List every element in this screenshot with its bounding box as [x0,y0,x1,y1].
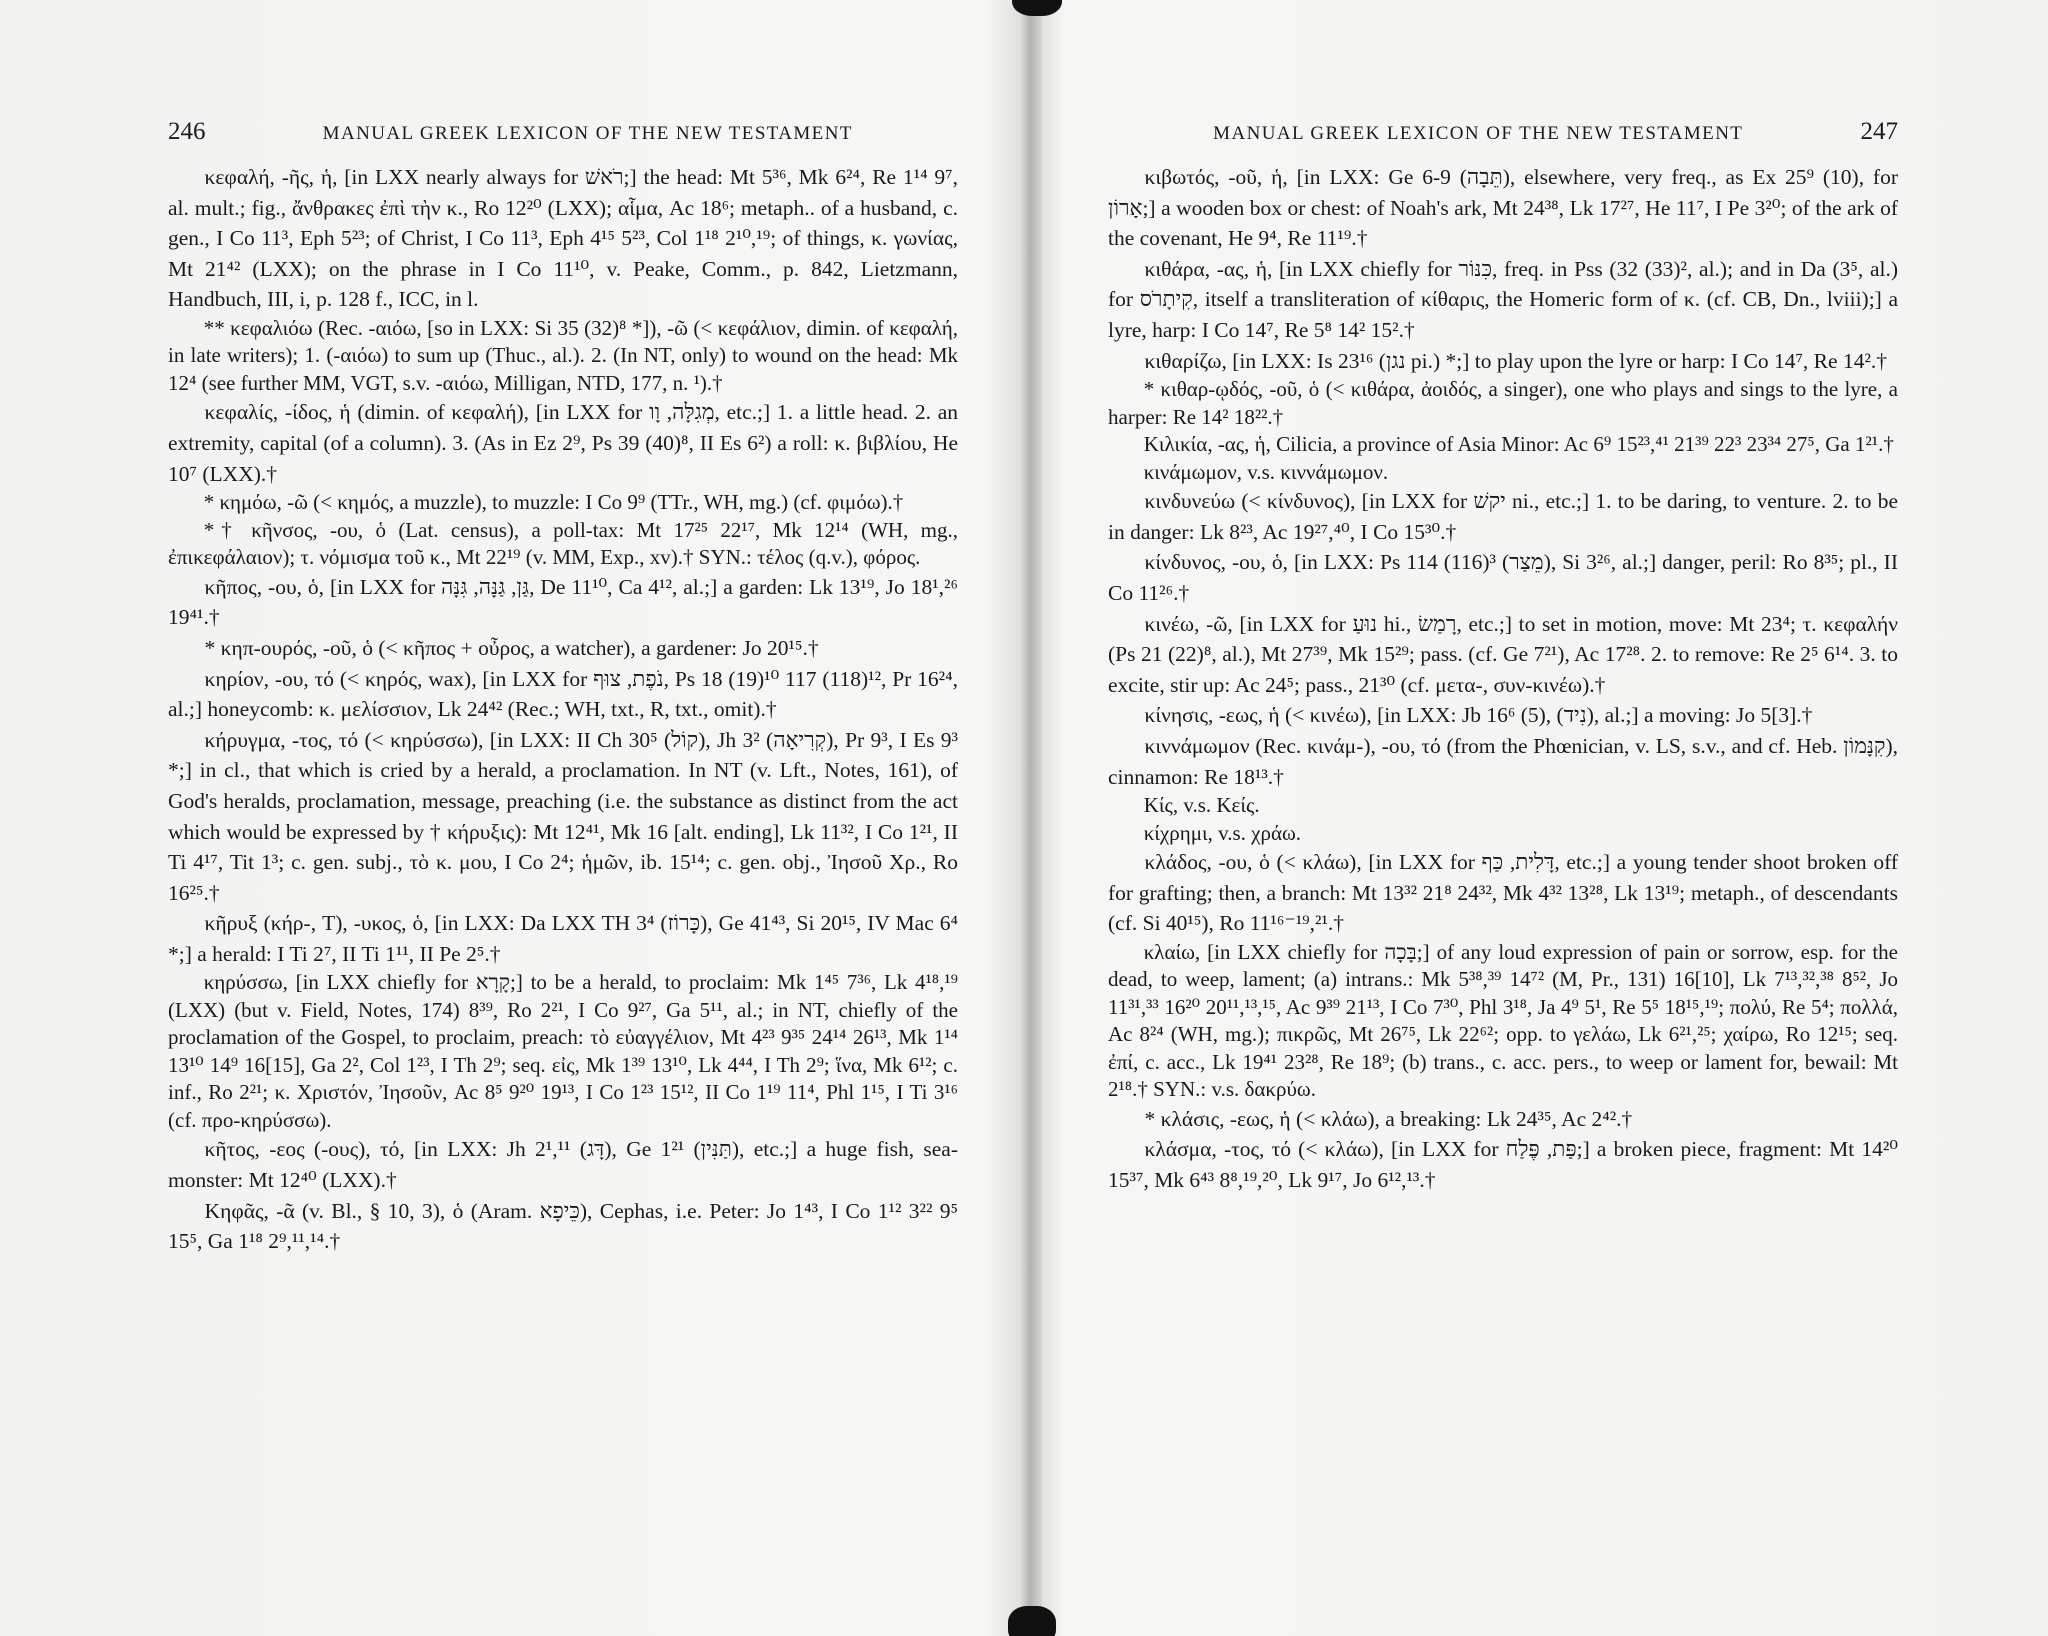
entry-klaio: κλαίω, [in LXX chiefly for בָּכָה;] of any loud expression of pain or sorrow, esp. for the dead, to weep, lament; (a) intrans.: Mk 5³⁸,³⁹ 14⁷² (M, Pr., 131) 16[10], Lk 7¹³,³²,³⁸ 8⁵², Jo 11³¹,³³ 16²⁰ 20¹¹,¹³,¹⁵, Ac 9³⁹ 21¹³, I Co 7³⁰, Phl 3¹⁸, Ja 4⁹ 5¹, Re 5⁵ 18¹⁵,¹⁹; πολύ, Re 5⁴; πολλά, Ac 8²⁴ (WH, mg.); πικρῶς, Mt 26⁷⁵, Lk 22⁶²; opp. to γελάω, Lk 6²¹,²⁵; χαίρω, Ro 12¹⁵; seq. ἐπί, c. acc., Lk 19⁴¹ 23²⁸, Re 18⁹; (b) trans., c. acc. pers., to weep or lament for, bewail: Mt 2¹⁸.† SYN.: v.s. δακρύω. [1108,939,1898,1102]
entry-klasma: κλάσμα, -τος, τό (< κλάω), [in LXX for פַּת, פֶּלַח;] a broken piece, fragment: Mt 14²⁰ 15³⁷, Mk 6⁴³ 8⁸,¹⁹,²⁰, Lk 9¹⁷, Jo 6¹²,¹³.† [1108,1137,1898,1193]
book-spine [1020,0,1042,1636]
binding-shadow-bottom [1008,1606,1056,1636]
entry-kerion: κηρίον, -ου, τό (< κηρός, wax), [in LXX for נֹפֶת, צוּף, Ps 18 (19)¹⁰ 117 (118)¹², Pr 16²⁴, al.;] honeycomb: κ. μελίσσιον, Lk 24⁴² (Rec.; WH, txt., R, txt., omit).† [168,666,959,722]
entry-kindynos: κίνδυνος, -ου, ὁ, [in LXX: Ps 114 (116)³ (מֵצַר), Si 3²⁶, al.;] danger, peril: Ro 8³⁵; pl., II Co 11²⁶.† [1108,550,1898,605]
entry-kitharizo: κιθαρίζω, [in LXX: Is 23¹⁶ (נגן pi.) *;] to play upon the lyre or harp: I Co 14⁷, Re 14².† [1144,348,1888,373]
right-page-number: 247 [1860,118,1898,145]
entry-klados: κλάδος, -ου, ὁ (< κλάω), [in LXX for דָּלִית, כַּף, etc.;] a young tender shoot broken off for grafting; then, a branch: Mt 13³² 21⁸ 24³², Mk 4³² 13²⁸, Lk 13¹⁹; metaph., of descendants (cf. Si 40¹⁵), Ro 11¹⁶⁻¹⁹,²¹.† [1108,850,1898,936]
entry-kensos: *† κῆνσος, -ου, ὁ (Lat. census), a poll-tax: Mt 17²⁵ 22¹⁷, Mk 12¹⁴ (WH, mg., ἐπικεφάλαιον); τ. νόμισμα τοῦ κ., Mt 22¹⁹ (v. MM, Exp., xv).† SYN.: τέλος (q.v.), φόρος. [168,517,958,570]
right-running-title: MANUAL GREEK LEXICON OF THE NEW TESTAMENT [1213,123,1744,144]
entry-kithara: κιθάρα, -ας, ἡ, [in LXX chiefly for כִּנּוֹר, freq. in Pss (32 (33)², al.); and in Da (3⁵, al.) for קִיתָרֹס, itself a transliteration of κίθαρις, the Homeric form of κ. (cf. CB, Dn., lviii);] a lyre, harp: I Co 14⁷, Re 5⁸ 14² 15².† [1108,256,1898,342]
entry-kephas: Κηφᾶς, -ᾶ (v. Bl., § 10, 3), ὁ (Aram. כֵּיפָא), Cephas, i.e. Peter: Jo 1⁴³, I Co 1¹² 3²² 9⁵ 15⁵, Ga 1¹⁸ 2⁹,¹¹,¹⁴.† [168,1198,958,1254]
entry-kichremi: κίχρημι, v.s. χράω. [1143,820,1302,845]
entry-kineo: κινέω, -ῶ, [in LXX for נוּעַ hi., רָמַשׂ, etc.;] to set in motion, move: Mt 23⁴; τ. κεφαλήν (Ps 21 (22)⁸, al.), Mt 27³⁹, Mk 15²⁹; pass. (cf. Ge 7²¹), Ac 17²⁸. 2. to remove: Re 2⁵ 6¹⁴. 3. to excite, stir up: Ac 24⁵; pass., 21³⁰ (cf. μετα-, συν-κινέω).† [1108,611,1898,697]
entry-keryx: κῆρυξ (κήρ-, T), -υκος, ὁ, [in LXX: Da LXX TH 3⁴ (כָּרוֹז), Ge 41⁴³, Si 20¹⁵, IV Mac 6⁴ *;] a herald: I Ti 2⁷, II Ti 1¹¹, II Pe 2⁵.† [168,911,958,966]
entry-kemoo: * κημόω, -ῶ (< κημός, a muzzle), to muzzle: I Co 9⁹ (TTr., WH, mg.) (cf. φιμόω).† [203,490,904,515]
entry-kis: Κίς, v.s. Κείς. [1143,793,1260,818]
entry-kepouros: * κηπ-ουρός, -οῦ, ὁ (< κῆπος + οὖρος, a watcher), a gardener: Jo 20¹⁵.† [204,635,819,660]
entry-klasis: * κλάσις, -εως, ἡ (< κλάω), a breaking: Lk 24³⁵, Ac 2⁴².† [1144,1106,1633,1131]
entry-ketos: κῆτος, -εος (-ους), τό, [in LXX: Jh 2¹,¹¹ (דָּג), Ge 1²¹ (תַּנִּין), etc.;] a huge fish, sea-monster: Mt 12⁴⁰ (LXX).† [168,1137,958,1193]
entry-kinnamomon: κιννάμωμον (Rec. κινάμ-), -ου, τό (from the Phœnician, v. LS, s.v., and cf. Heb. קִנָּמוֹן), cinnamon: Re 18¹³.† [1108,733,1898,789]
entry-kerysso: κηρύσσω, [in LXX chiefly for קָרָא;] to be a herald, to proclaim: Mk 1⁴⁵ 7³⁶, Lk 4¹⁸,¹⁹ (LXX) (but v. Field, Notes, 174) 8³⁹, Ro 2²¹, I Co 9²⁷, Ga 5¹¹, al.; in NT, chiefly of the proclamation of the Gospel, to proclaim, preach: τὸ εὐαγγέλιον, Mt 4²³ 9³⁵ 24¹⁴ 26¹³, Mk 1¹⁴ 13¹⁰ 14⁹ 16[15], Ga 2², Col 1²³, I Th 2⁹; seq. εἰς, Mk 1³⁹ 13¹⁰, Lk 4⁴⁴, I Th 2⁹; ἵνα, Mk 6¹²; c. inf., Ro 2²¹; κ. Χριστόν, Ἰησοῦν, Ac 8⁵ 9²⁰ 19¹³, I Co 1²³ 15¹², II Co 1¹⁹ 11⁴, Phl 1¹⁵, I Ti 3¹⁶ (cf. προ-κηρύσσω). [168,970,959,1132]
entry-kephalis: κεφαλίς, -ίδος, ἡ (dimin. of κεφαλή), [in LXX for מְגִלָּה, וָו, etc.;] 1. a little head. 2. an extremity, capital (of a column). 3. (As in Ez 2⁹, Ps 39 (40)⁸, II Es 6²) a roll: κ. βιβλίου, He 10⁷ (LXX).† [168,400,958,486]
left-running-title: MANUAL GREEK LEXICON OF THE NEW TESTAMENT [322,123,853,144]
entry-kibotos: κιβωτός, -οῦ, ἡ, [in LXX: Ge 6-9 (תֵּבָה), elsewhere, very freq., as Ex 25⁹ (10), for אָרוֹן;] a wooden box or chest: of Noah's ark, Mt 24³⁸, Lk 17²⁷, He 11⁷, I Pe 3²⁰; of the ark of the covenant, He 9⁴, Re 11¹⁹.† [1108,165,1898,251]
entry-kinesis: κίνησις, -εως, ἡ (< κινέω), [in LXX: Jb 16⁶ (5), (נִיד), al.;] a moving: Jo 5[3].† [1144,703,1813,728]
entry-kerygma: κήρυγμα, -τος, τό (< κηρύσσω), [in LXX: II Ch 30⁵ (קוֹל), Jh 3² (קְרִיאָה), Pr 9³, I Es 9³ *;] in cl., that which is cried by a herald, a proclamation. In NT (v. Lft., Notes, 161), of God's heralds, proclamation, message, preaching (i.e. the substance as distinct from the act which would be expressed by † κήρυξις): Mt 12⁴¹, Mk 16 [alt. ending], Lk 11³², I Co 1²¹, II Ti 4¹⁷, Tit 1³; c. gen. subj., τὸ κ. μου, I Co 2⁴; ἡμῶν, ib. 15¹⁴; c. gen. obj., Ἰησοῦ Χρ., Ro 16²⁵.† [168,727,958,905]
right-page-header [1108,118,1898,146]
entry-kepos: κῆπος, -ου, ὁ, [in LXX for גַּן, גַּנָּה, גִּנָּה, De 11¹⁰, Ca 4¹², al.;] a garden: Lk 13¹⁹, Jo 18¹,²⁶ 19⁴¹.† [168,574,958,630]
entry-kinamomon: κινάμωμον, v.s. κιννάμωμον. [1143,459,1389,484]
entry-kephalioo: ** κεφαλιόω (Rec. -αιόω, [so in LXX: Si 35 (32)⁸ *]), -ῶ (< κεφάλιον, dimin. of κεφαλή, in late writers); 1. (-αιόω) to sum up (Thuc., al.). 2. (In NT, only) to wound on the head: Mk 12⁴ (see further MM, VGT, s.v. -αιόω, Milligan, NTD, 177, n. ¹).† [168,315,958,395]
left-page-number: 246 [168,118,206,145]
left-page-header [168,118,958,146]
entry-kephale: κεφαλή, -ῆς, ἡ, [in LXX nearly always for רֹאשׁ;] the head: Mt 5³⁶, Mk 6²⁴, Re 1¹⁴ 9⁷, al. mult.; fig., ἄνθρακες ἐπὶ τὴν κ., Ro 12²⁰ (LXX); αἷμα, Ac 18⁶; metaph.. of a husband, c. gen., I Co 11³, Eph 5²³; of Christ, I Co 11³, Eph 4¹⁵ 5²³, Col 1¹⁸ 2¹⁰,¹⁹; of things, κ. γωνίας, Mt 21⁴² (LXX); on the phrase in I Co 11¹⁰, v. Peake, Comm., p. 842, Lietzmann, Handbuch, III, i, p. 128 f., ICC, in l. [168,165,959,312]
entry-kitharodos: * κιθαρ-ῳδός, -οῦ, ὁ (< κιθάρα, ἀοιδός, a singer), one who plays and sings to the lyre, a harper: Re 14² 18²².† [1108,377,1898,429]
right-page [1108,118,1898,1196]
entry-kindyneuo: κινδυνεύω (< κίνδυνος), [in LXX for יקשׁ ni., etc.;] 1. to be daring, to venture. 2. to be in danger: Lk 8²³, Ac 19²⁷,⁴⁰, I Co 15³⁰.† [1108,489,1898,544]
left-page [168,118,958,1257]
entry-kilikia: Κιλικία, -ας, ἡ, Cilicia, a province of Asia Minor: Ac 6⁹ 15²³,⁴¹ 21³⁹ 22³ 23³⁴ 27⁵, Ga 1²¹.† [1143,432,1894,457]
